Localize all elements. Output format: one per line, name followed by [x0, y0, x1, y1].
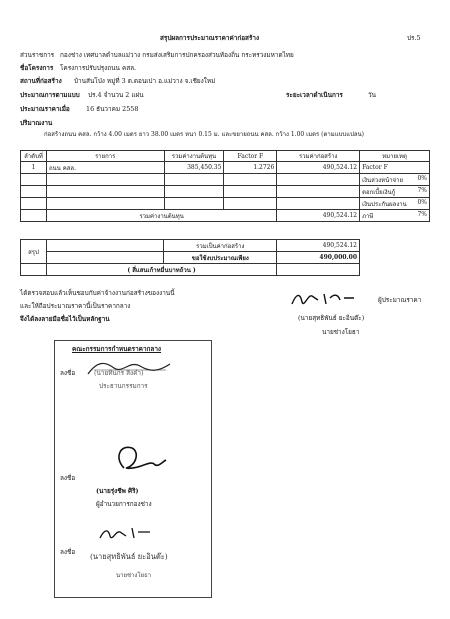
- cost-table: [20, 150, 430, 222]
- header-no: ลำดับที่: [21, 151, 47, 162]
- header-cost: รวมค่างานต้นทุน: [164, 151, 224, 162]
- date-label: ประมาณราคาเมื่อ: [20, 105, 70, 113]
- member3-position: นายช่างโยธา: [116, 572, 152, 579]
- scope-label: ปริมาณงาน: [20, 119, 53, 127]
- budget-value: 490,000.00: [277, 252, 360, 264]
- note-interest: [360, 186, 430, 198]
- member3-signature-image: [96, 524, 156, 544]
- member2-name: (นายรุ่งชีพ ศิริ): [96, 487, 139, 495]
- note-retention: [360, 198, 430, 210]
- estimator-name: (นายสุทธิพันธ์ ยะอินต๊ะ): [298, 314, 365, 322]
- row-factor: 1.2726: [224, 162, 277, 174]
- location-label: สถานที่ก่อสร้าง: [20, 77, 62, 85]
- duration-label: ระยะเวลาดำเนินการ: [286, 91, 343, 99]
- agency-label: ส่วนราชการ: [20, 51, 55, 59]
- committee-title: คณะกรรมการกำหนดราคากลาง: [72, 345, 162, 353]
- header-total: รวมค่าก่อสร้าง: [277, 151, 360, 162]
- budget-words: ( สี่แสนเก้าหมื่นบาทถ้วน ): [46, 264, 276, 276]
- row-no: 1: [21, 162, 47, 174]
- note-label: ดอกเบี้ยเงินกู้: [362, 188, 396, 196]
- budget-label: ขอใช้งบประมาณเพียง: [164, 252, 277, 264]
- note-label: ภาษี: [362, 212, 374, 220]
- project-value: โครงการปรับปรุงถนน คสล.: [60, 64, 137, 72]
- closing-line-3: จึงได้ลงลายมือชื่อไว้เป็นหลักฐาน: [20, 315, 110, 323]
- closing-line-1: ได้ตรวจสอบแล้วเห็นชอบกับค่าจ้างงานก่อสร้างของงานนี้: [20, 289, 175, 297]
- subtotal-label: รวมค่างานต้นทุน: [46, 210, 276, 222]
- member3-name: (นายสุทธิพันธ์ ยะอินต๊ะ): [90, 552, 168, 561]
- summary-total-label: รวมเป็นค่าก่อสร้าง: [164, 240, 277, 252]
- note-value: 7%: [417, 210, 427, 218]
- closing-line-2: และให้ถือประมาณราคานี้เป็นราคากลาง: [20, 302, 131, 310]
- date-value: 16 ธันวาคม 2558: [86, 105, 139, 113]
- member1-position: ประธานกรรมการ: [99, 382, 148, 390]
- summary-label: สรุป: [21, 240, 47, 264]
- header-note: หมายเหตุ: [360, 151, 430, 162]
- note-value: 0%: [417, 174, 427, 182]
- row-item: ถนน คสล.: [46, 162, 164, 174]
- form-code: ปร.5: [407, 34, 421, 42]
- summary-total-value: 490,524.12: [277, 240, 360, 252]
- project-label: ชื่อโครงการ: [20, 64, 54, 72]
- estimator-position: นายช่างโยธา: [322, 328, 360, 336]
- header-item: รายการ: [46, 151, 164, 162]
- subtotal-value: 490,524.12: [277, 210, 360, 222]
- note-label: เงินประกันผลงาน: [362, 200, 407, 208]
- member2-signature-image: [110, 438, 170, 478]
- member2-sign-label: ลงชื่อ: [60, 474, 76, 482]
- estimate-form-label: ประมาณการตามแบบ: [20, 91, 80, 99]
- duration-value: วัน: [368, 91, 376, 99]
- estimator-role: ผู้ประมาณราคา: [378, 296, 422, 304]
- note-tax: [360, 210, 430, 222]
- scope-value: ก่อสร้างถนน คสล. กว้าง 4.00 เมตร ยาว 38.00 เมตร หนา 0.15 ม. และขยายถนน คสล. กว้าง 1.00 เมตร (ตามแบบแปลน): [44, 131, 365, 138]
- member1-name: (นายทินกร สิงคำ): [94, 369, 144, 377]
- location-value: บ้านสันโป่ง หมู่ที่ 3 ต.ดอนเปา อ.แม่วาง จ.เชียงใหม่: [74, 77, 216, 85]
- note-value: 7%: [417, 186, 427, 194]
- member3-sign-label: ลงชื่อ: [60, 548, 76, 556]
- table-header-row: [21, 151, 430, 162]
- member2-position: ผู้อำนวยการกองช่าง: [96, 500, 152, 508]
- row-cost: 385,450.35: [164, 162, 224, 174]
- subtotal-row: [21, 210, 430, 222]
- member1-sign-label: ลงชื่อ: [60, 369, 76, 377]
- table-row: [21, 162, 430, 174]
- agency-value: กองช่าง เทศบาลตำบลแม่วาง กรมส่งเสริมการปกครองส่วนท้องถิ่น กระทรวงมหาดไทย: [60, 51, 294, 59]
- row-note: Factor F: [360, 162, 430, 174]
- note-value: 0%: [417, 198, 427, 206]
- note-advance: [360, 174, 430, 186]
- header-factor: Factor F: [224, 151, 277, 162]
- estimator-signature-image: [288, 288, 360, 310]
- note-label: เงินล่วงหน้าจ่าย: [362, 176, 403, 184]
- document-title: สรุปผลการประมาณราคาค่าก่อสร้าง: [160, 34, 260, 42]
- summary-table: [20, 239, 360, 276]
- row-total: 490,524.12: [277, 162, 360, 174]
- estimate-form-value: ปร.4 จำนวน 2 แผ่น: [88, 91, 144, 99]
